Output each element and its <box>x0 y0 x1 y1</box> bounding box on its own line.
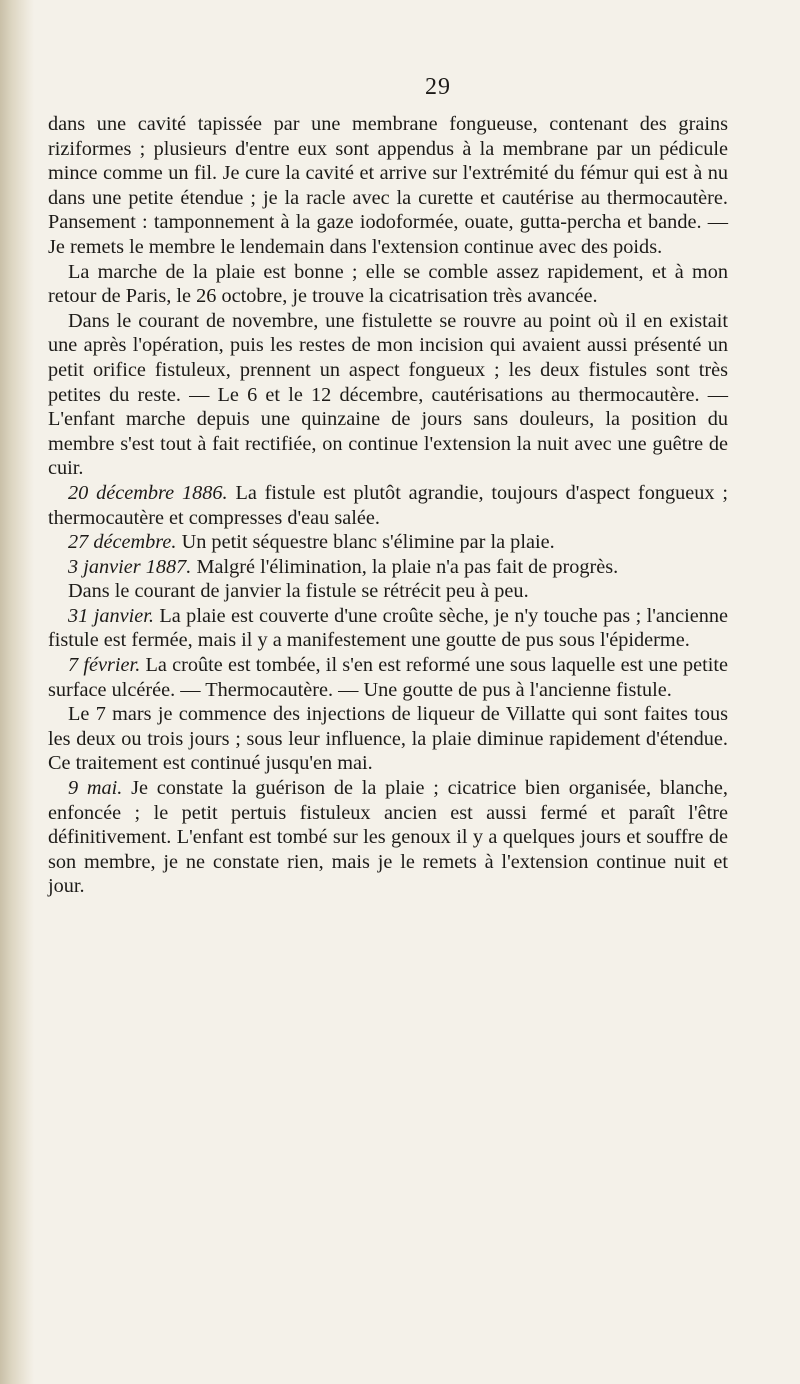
paragraph-6 <box>48 555 728 580</box>
paragraph-5 <box>48 530 728 555</box>
paragraph-11-text: Je constate la guérison de la plaie ; cicatrice bien organisée, blanche, enfoncée ; le petit pertuis fistuleux ancien est aussi fermé et paraît l'être définitivement. L'enfant est tombé sur les genoux il y a quelques jours et souffre de son membre, je ne constate rien, mais je le remets à l'extension continue nuit et jour. <box>48 777 728 898</box>
paragraph-9 <box>48 653 728 702</box>
paragraph-11 <box>48 776 728 899</box>
paragraph-7-text: Dans le courant de janvier la fistule se rétrécit peu à peu. <box>68 580 529 603</box>
paragraph-4-text: La fistule est plutôt agrandie, toujours d'aspect fongueux ; thermocautère et compresses d'eau salée. <box>48 481 728 529</box>
paragraph-6-text: Malgré l'élimination, la plaie n'a pas fait de progrès. <box>191 555 619 578</box>
paragraph-3-text: Dans le courant de novembre, une fistulette se rouvre au point où il en existait une après l'opération, puis les restes de mon incision qui avaient aussi présenté un petit orifice fistuleux, prennent un aspect fongueux ; les deux fistules sont très petites du reste. — Le 6 et le 12 décembre, cautérisations au thermocautère. — L'enfant marche depuis une quinzaine de jours sans douleurs, la position du membre s'est tout à fait rectifiée, on continue l'extension la nuit avec une guêtre de cuir. <box>48 309 728 480</box>
paragraph-4-date: 20 décembre 1886. <box>68 481 228 504</box>
paragraph-11-date: 9 mai. <box>68 777 123 800</box>
paragraph-10-text: Le 7 mars je commence des injections de liqueur de Villatte qui sont faites tous les deux ou trois jours ; sous leur influence, la plaie diminue rapidement d'étendue. Ce traitement est continué jusqu'en mai. <box>48 703 728 775</box>
paragraph-1-text: dans une cavité tapissée par une membrane fongueuse, contenant des grains riziformes ; plusieurs d'entre eux sont appendus à la membrane par un pédicule mince comme un fil. Je cure la cavité et arrive sur l'extrémité du fémur qui est à nu dans une petite étendue ; je la racle avec la curette et cautérise au thermocautère. Pansement : tamponnement à la gaze iodoformée, ouate, gutta-percha et bande. — Je remets le membre le lendemain dans l'extension continue avec des poids. <box>48 113 728 258</box>
paragraph-8-text: La plaie est couverte d'une croûte sèche, je n'y touche pas ; l'ancienne fistule est fermée, mais il y a manifestement une goutte de pus sous l'épiderme. <box>48 604 728 652</box>
paragraph-3 <box>48 309 728 481</box>
paragraph-9-date: 7 février. <box>68 654 141 677</box>
paragraph-8 <box>48 604 728 653</box>
paragraph-1 <box>48 112 728 260</box>
body-text <box>48 112 728 899</box>
paragraph-4 <box>48 481 728 530</box>
paragraph-9-text: La croûte est tombée, il s'en est reformé une sous laquelle est une petite surface ulcérée. — Thermocautère. — Une goutte de pus à l'ancienne fistule. <box>48 654 728 701</box>
paragraph-5-date: 27 décembre. <box>68 531 177 554</box>
paragraph-7 <box>48 579 728 604</box>
paragraph-6-date: 3 janvier 1887. <box>68 555 192 578</box>
page-number-text: 29 <box>425 74 451 100</box>
paragraph-10 <box>48 702 728 776</box>
page-number <box>0 74 800 101</box>
paragraph-5-text: Un petit séquestre blanc s'élimine par la plaie. <box>176 531 555 554</box>
page-edge-shadow <box>0 0 34 1384</box>
paragraph-2 <box>48 260 728 309</box>
paragraph-2-text: La marche de la plaie est bonne ; elle se comble assez rapidement, et à mon retour de Paris, le 26 octobre, je trouve la cicatrisation très avancée. <box>48 260 728 308</box>
paragraph-8-date: 31 janvier. <box>68 604 154 627</box>
